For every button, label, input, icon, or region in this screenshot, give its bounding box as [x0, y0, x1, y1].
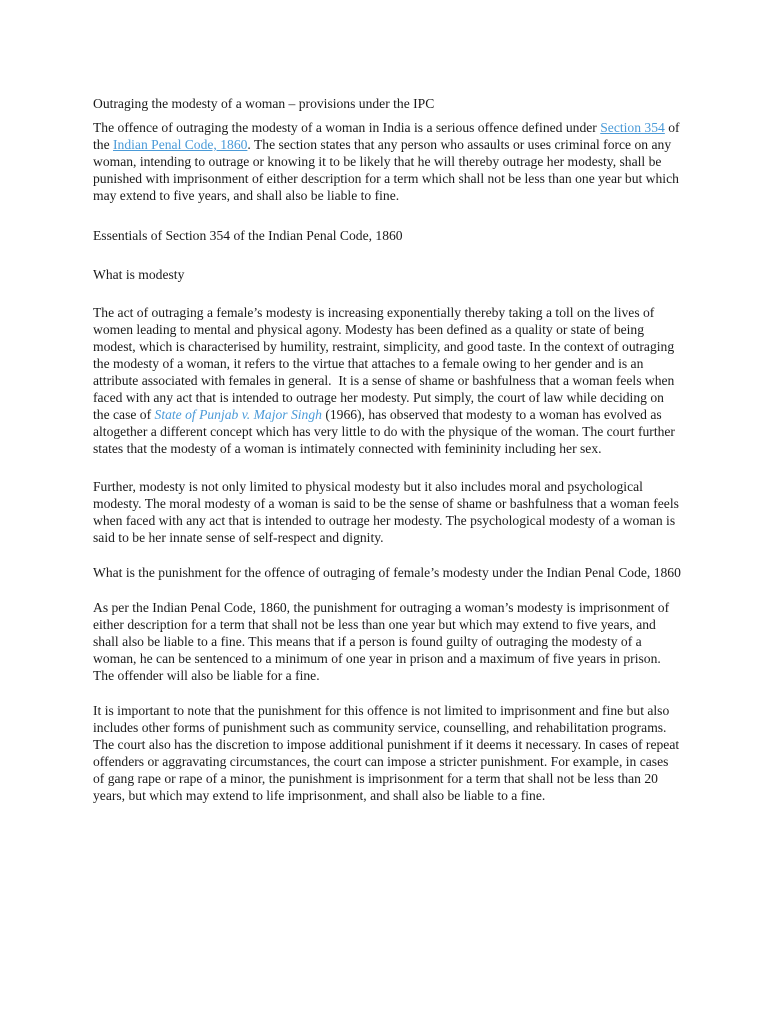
document-title: Outraging the modesty of a woman – provisions under the IPC [93, 96, 435, 111]
important-note-paragraph: It is important to note that the punishment for this offence is not limited to imprisonment and fine but also includes other forms of punishment such as community service, counselling, and rehabilitation programs. The court also has the discretion to impose additional punishment if it deems it necessary. In cases of repeat offenders or aggravating circumstances, the court can impose a stricter punishment. For example, in cases of gang rape or rape of a minor, the punishment is imprisonment for a term that shall not be less than 20 years, but which may extend to life imprisonment, and shall also be liable to a fine. [93, 703, 680, 803]
section-354-link[interactable]: Section 354 [600, 120, 665, 135]
heading-essentials: Essentials of Section 354 of the Indian Penal Code, 1860 [93, 228, 403, 243]
further-modesty-paragraph: Further, modesty is not only limited to physical modesty but it also includes moral and psychological modesty. The moral modesty of a woman is said to be the sense of shame or bashfulness that a woman feels when faced with any act that is intended to outrage her modesty. The psychological modesty of a woman is said to be her innate sense of self-respect and dignity. [93, 479, 679, 545]
indian-penal-code-link[interactable]: Indian Penal Code, 1860 [113, 137, 248, 152]
heading-punishment: What is the punishment for the offence of outraging of female’s modesty under the Indian Penal Code, 1860 [93, 565, 681, 580]
modesty-text-start: The act of outraging a female’s modesty is increasing exponentially thereby taking a toll on the lives of women leading to mental and physical agony. Modesty has been defined as a quality or state of being modest, which is characterised by humility, restraint, simplicity, and good taste. In the context of outraging the modesty of a woman, it refers to the virtue that attaches to a female owing to her gender and is an attribute associated with females in general. It is a sense of shame or bashfulness that a woman feels when faced with any act that is intended to outrage her modesty. Put simply, the court of law while deciding on the case of [93, 305, 675, 422]
intro-text-end: . The section states that any person who assaults or uses criminal force on any woman, intending to outrage or knowing it to be likely that he will thereby outrage her modesty, shall be punished with imprisonment of either description for a term which shall not be less than one year but which may extend to five years, and shall also be liable to fine. [93, 137, 679, 203]
intro-paragraph [93, 119, 683, 204]
intro-text-middle: of the [93, 120, 680, 152]
state-of-punjab-case-link[interactable]: State of Punjab v. Major Singh [154, 407, 322, 422]
heading-what-is-modesty: What is modesty [93, 267, 185, 282]
punishment-paragraph: As per the Indian Penal Code, 1860, the punishment for outraging a woman’s modesty is imprisonment of either description for a term that shall not be less than one year but which may extend to five years, and shall also be liable to a fine. This means that if a person is found guilty of outraging the modesty of a woman, he can be sentenced to a minimum of one year in prison and a maximum of five years in prison. The offender will also be liable for a fine. [93, 600, 670, 683]
document-page [93, 95, 683, 804]
modesty-text-end: (1966), has observed that modesty to a woman has evolved as altogether a different concept which has very little to do with the physique of the woman. The court further states that the modesty of a woman is intimately connected with femininity including her sex. [93, 407, 675, 456]
modesty-paragraph [93, 304, 683, 457]
intro-text-start: The offence of outraging the modesty of a woman in India is a serious offence defined under [93, 120, 601, 135]
